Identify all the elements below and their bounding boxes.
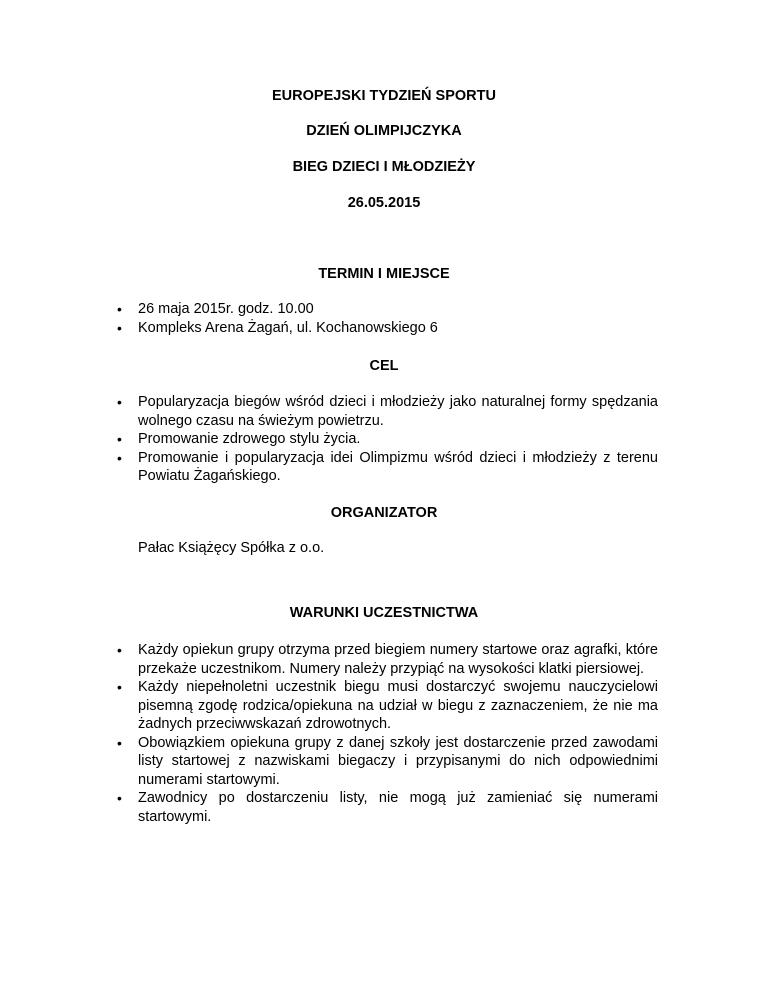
document-subtitle: DZIEŃ OLIMPIJCZYKA: [306, 123, 462, 139]
list-item: • Popularyzacja biegów wśród dzieci i młodzieży jako naturalnej formy spędzania wolnego czasu na świeżym powietrzu.: [138, 393, 658, 430]
cel-list: [138, 393, 658, 486]
section-heading-organizator: ORGANIZATOR: [330, 505, 438, 521]
section-heading-termin: TERMIN I MIEJSCE: [318, 266, 450, 282]
document-title: EUROPEJSKI TYDZIEŃ SPORTU: [272, 88, 496, 104]
list-item: • Promowanie i popularyzacja idei Olimpizmu wśród dzieci i młodzieży z terenu Powiatu Żagańskiego.: [138, 449, 658, 486]
list-item: • Obowiązkiem opiekuna grupy z danej szkoły jest dostarczenie przed zawodami listy startowej z nazwiskami biegaczy i przypisanymi do nich odpowiednimi numerami startowymi.: [138, 734, 658, 790]
event-name: BIEG DZIECI I MŁODZIEŻY: [292, 159, 476, 175]
list-item: • Zawodnicy po dostarczeniu listy, nie mogą już zamieniać się numerami startowymi.: [138, 789, 658, 826]
section-heading-cel: CEL: [369, 358, 399, 374]
section-heading-warunki: WARUNKI UCZESTNICTWA: [289, 605, 479, 621]
warunki-list: [138, 641, 658, 826]
list-item: • 26 maja 2015r. godz. 10.00: [138, 300, 658, 319]
list-item: • Każdy niepełnoletni uczestnik biegu musi dostarczyć swojemu nauczycielowi pisemną zgodę rodzica/opiekuna na udział w biegu z zaznaczeniem, że nie ma żadnych przeciwwskazań zdrowotnych.: [138, 678, 658, 734]
organizator-text: Pałac Książęcy Spółka z o.o.: [138, 540, 325, 556]
list-item: • Promowanie zdrowego stylu życia.: [138, 430, 658, 449]
list-item: • Kompleks Arena Żagań, ul. Kochanowskiego 6: [138, 319, 658, 338]
event-date: 26.05.2015: [347, 195, 421, 211]
termin-list: [138, 300, 658, 337]
list-item: • Każdy opiekun grupy otrzyma przed biegiem numery startowe oraz agrafki, które przekaże uczestnikom. Numery należy przypiąć na wysokości klatki piersiowej.: [138, 641, 658, 678]
